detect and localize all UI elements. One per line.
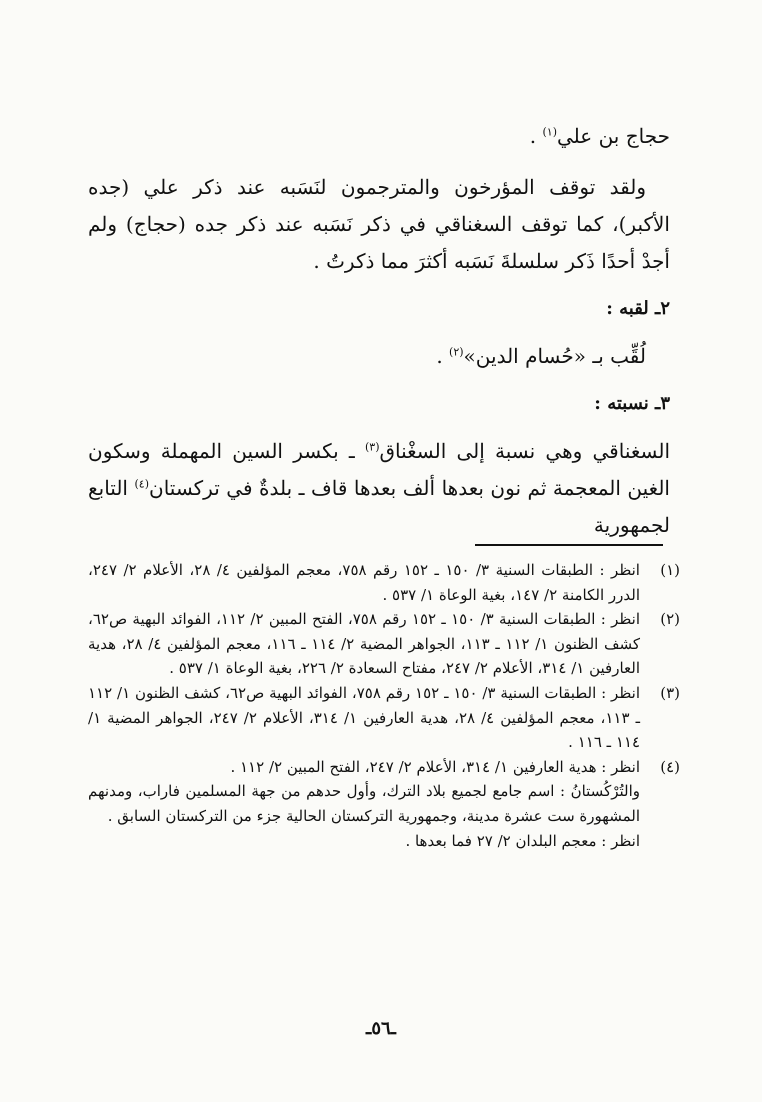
footnotes <box>88 558 680 853</box>
footnote-3 <box>88 681 680 755</box>
footnote-text: انظر : الطبقات السنية ٣/ ١٥٠ ـ ١٥٢ رقم ٧٥٨، معجم المؤلفين ٤/ ٢٨، الأعلام ٢/ ٢٤٧، الدرر الكامنة ٢/ ١٤٧، بغية الوعاة ١/ ٥٣٧ . <box>88 561 640 604</box>
footnote-ref-2[interactable]: (٢) <box>449 345 464 359</box>
paragraph-4-text-b: ـ بكسر السين المهملة وسكون الغين المعجمة ثم نون بعدها ألف بعدها قاف ـ بلدةٌ في تركستان <box>88 439 670 500</box>
paragraph-4 <box>88 433 670 544</box>
footnote-text: انظر : الطبقات السنية ٣/ ١٥٠ ـ ١٥٢ رقم ٧٥٨، الفوائد البهية ص٦٢، كشف الظنون ١/ ١١٢ ـ ١١٣، معجم المؤلفين ٤/ ٢٨، هدية العارفين ١/ ٣١٤، الأعلام ٢/ ٢٤٧، الجواهر المضية ١/ ١١٤ ـ ١١٦ . <box>88 683 640 752</box>
footnote-separator <box>475 544 663 546</box>
paragraph-3 <box>88 338 670 375</box>
paragraph-2: ولقد توقف المؤرخون والمترجمون لنَسَبه عند ذكر علي (جده الأكبر)، كما توقف السغناقي في ذكر نَسَبه عند ذكر جده (حجاج) ولم أجدْ أحدًا ذَكر سلسلةَ نَسَبه أكثرَ مما ذكرتُ . <box>88 175 670 273</box>
footnote-number: (١) <box>660 561 680 579</box>
paragraph-1 <box>88 118 670 155</box>
footnote-number: (٢) <box>660 610 680 629</box>
footnote-text: انظر : الطبقات السنية ٣/ ١٥٠ ـ ١٥٢ رقم ٧٥٨، الفتح المبين ٢/ ١١٢، الفوائد البهية ص٦٢، كشف الظنون ١/ ١١٢ ـ ١١٣، الجواهر المضية ٢/ ١١٤ ـ ١١٦، معجم المؤلفين ٤/ ٢٨، هدية العارفين ١/ ٣١٤، الأعلام ٢/ ٢٤٧، مفتاح السعادة ٢/ ٢٢٦، بغية الوعاة ١/ ٥٣٧ . <box>88 610 641 678</box>
paragraph-4-text-c: التابع لجمهورية <box>88 476 670 537</box>
footnote-ref-1[interactable]: (١) <box>542 125 557 139</box>
footnote-1 <box>88 558 680 607</box>
paragraph-3-text: لُقِّب بـ «حُسام الدين» <box>463 344 646 368</box>
footnote-4-definition: والتُرْكُستانُ : اسم جامع لجميع بلاد الترك، وأول حدهم من جهة المسلمين فاراب، ومدنهم المشهورة ست عشرة مدينة، وجمهورية التركستان الحالية جزء من التركستان السابق . <box>88 782 640 825</box>
footnote-2 <box>88 607 680 681</box>
footnote-4 <box>88 755 680 780</box>
paragraph-4-text-a: السغناقي وهي نسبة إلى السغْناق <box>379 439 670 463</box>
paragraph-1-end: . <box>529 124 543 148</box>
footnote-ref-4[interactable]: (٤) <box>134 477 149 491</box>
heading-laqab: ٢ـ لقبه : <box>606 298 670 319</box>
footnote-4-source: انظر : معجم البلدان ٢/ ٢٧ فما بعدها . <box>405 831 640 850</box>
footnote-number: (٤) <box>660 757 680 776</box>
paragraph-3-end: . <box>436 344 450 368</box>
footnote-text: انظر : هدية العارفين ١/ ٣١٤، الأعلام ٢/ ٢٤٧، الفتح المبين ٢/ ١١٢ . <box>230 757 640 776</box>
footnote-ref-3[interactable]: (٣) <box>364 440 380 454</box>
heading-nisba: ٣ـ نسبته : <box>594 393 670 414</box>
main-text <box>88 118 670 558</box>
paragraph-1-text: حجاج بن علي <box>556 124 670 148</box>
page-number: ـ٥٦ـ <box>366 1018 396 1039</box>
footnote-number: (٣) <box>660 683 680 702</box>
